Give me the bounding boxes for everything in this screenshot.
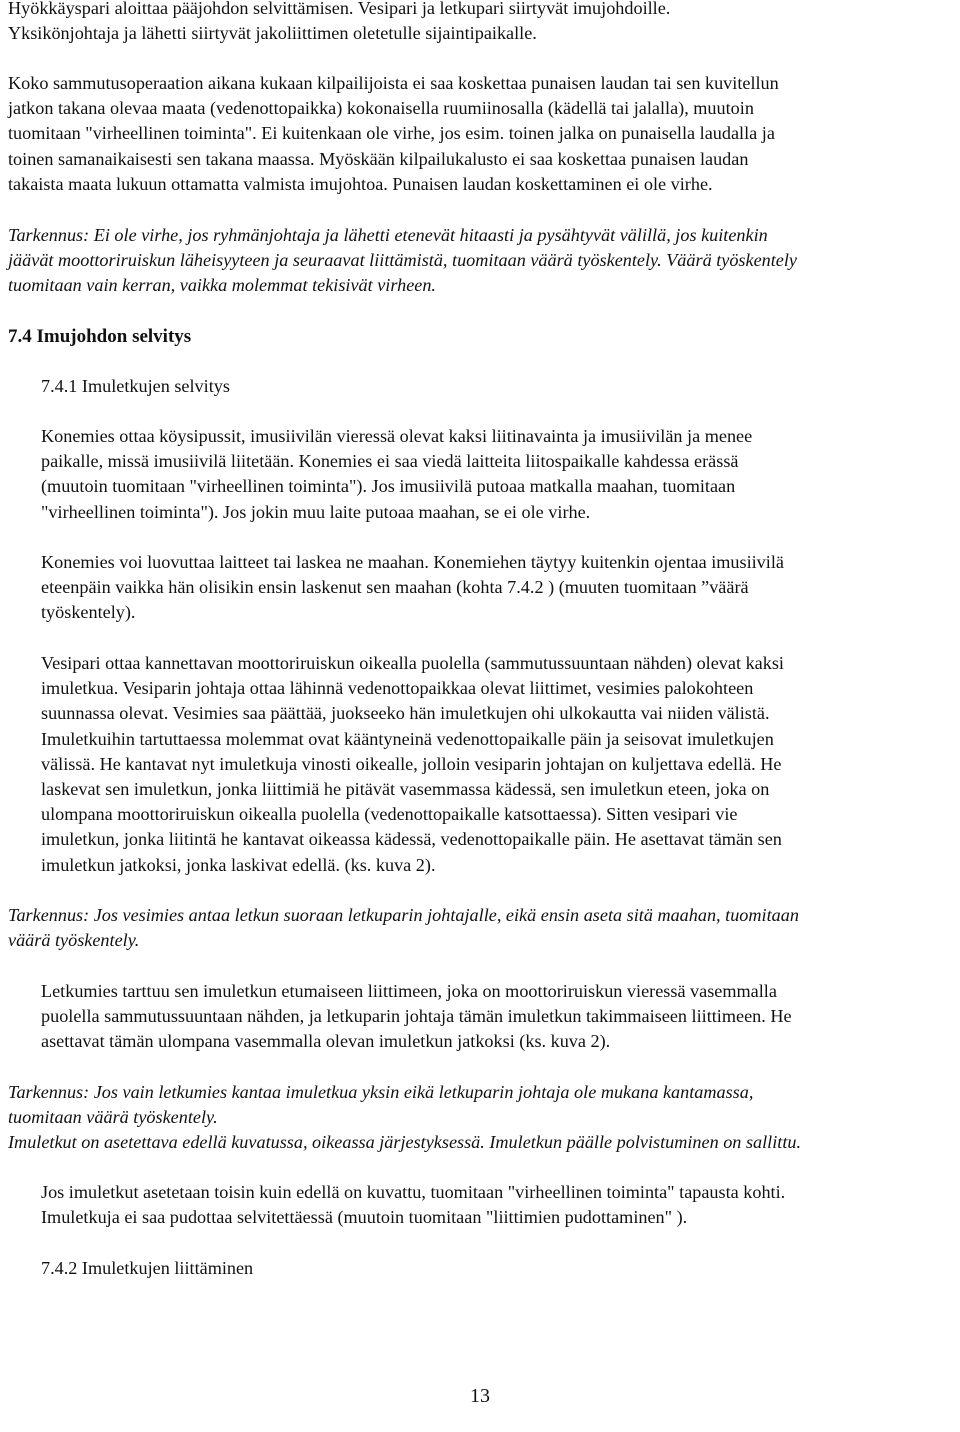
text-line: tuomitaan "virheellinen toiminta". Ei kuitenkaan ole virhe, jos esim. toinen jalka on punaisella laudalla ja xyxy=(8,123,775,144)
text-line: imuletkun, jonka liitintä he kantavat oikeassa kädessä, vedenottopaikalle päin. He asettavat tämän sen xyxy=(41,829,782,850)
section-heading-7-4: 7.4 Imujohdon selvitys xyxy=(8,326,192,347)
text-line: välissä. He kantavat nyt imuletkuja vinosti oikealle, jolloin vesiparin johtajan on kuljettava edellä. He xyxy=(41,753,782,774)
subsection-heading-7-4-2: 7.4.2 Imuletkujen liittäminen xyxy=(41,1258,254,1278)
clarification-3 xyxy=(8,1080,801,1156)
text-line: Imuletkuihin tartuttaessa molemmat ovat kääntyneinä vedenottopaikalle päin ja seisovat imuletkujen xyxy=(41,728,774,749)
paragraph-jos xyxy=(41,1180,785,1230)
text-line: työskentely). xyxy=(41,602,136,623)
text-line: puolella sammutussuuntaan nähden, ja letkuparin johtaja tämän imuletkun takimmaiseen liittimeen. He xyxy=(41,1006,792,1027)
text-line: Yksikönjohtaja ja lähetti siirtyvät jakoliittimen oletetulle sijaintipaikalle. xyxy=(8,23,537,44)
paragraph-koko xyxy=(8,71,779,197)
text-line: suunnassa olevat. Vesimies saa päättää, juokseeko hän imuletkujen ohi ulkokautta vai niiden välistä. xyxy=(41,703,770,724)
text-line: Jos imuletkut asetetaan toisin kuin edellä on kuvattu, tuomitaan "virheellinen toiminta" tapausta kohti. xyxy=(41,1182,786,1202)
clarification-1 xyxy=(8,223,797,299)
text-line: Koko sammutusoperaation aikana kukaan kilpailijoista ei saa koskettaa punaisen laudan tai sen kuvitellun xyxy=(8,73,779,93)
text-line: Konemies ottaa köysipussit, imusiivilän vieressä olevat kaksi liitinavainta ja imusiivilän ja menee xyxy=(41,426,753,446)
text-line: Tarkennus: Jos vesimies antaa letkun suoraan letkuparin johtajalle, eikä ensin aseta sitä maahan, tuomitaan xyxy=(8,905,799,925)
page-number: 13 xyxy=(470,1385,490,1407)
text-line: takaista maata lukuun ottamatta valmista imujohtoa. Punaisen laudan koskettaminen ei ole virhe. xyxy=(8,173,713,194)
paragraph-konemies-2 xyxy=(41,550,784,626)
text-line: Tarkennus: Ei ole virhe, jos ryhmänjohtaja ja lähetti etenevät hitaasti ja pysähtyvät välillä, jos kuitenkin xyxy=(8,225,768,245)
text-line: Imuletkuja ei saa pudottaa selvitettäessä (muutoin tuomitaan "liittimien pudottaminen" ). xyxy=(41,1207,688,1228)
text-line: jatkon takana olevaa maata (vedenottopaikka) kokonaisella ruumiinosalla (kädellä tai jalalla), muutoin xyxy=(8,98,754,119)
text-line: tuomitaan vain kerran, vaikka molemmat tekisivät virheen. xyxy=(8,275,436,296)
text-line: imuletkun jatkoksi, jonka laskivat edellä. (ks. kuva 2). xyxy=(41,854,436,875)
text-line: "virheellinen toiminta"). Jos jokin muu laite putoaa maahan, se ei ole virhe. xyxy=(41,501,591,522)
clarification-2 xyxy=(8,903,799,953)
text-line: ulompana moottoriruiskun oikealla puolella (vedenottopaikalle katsottaessa). Sitten vesipari vie xyxy=(41,804,738,825)
text-line: laskevat sen imuletkun, jonka liittimiä he pitävät vasemmassa kädessä, sen imuletkun eteen, joka on xyxy=(41,778,770,799)
paragraph-vesipari xyxy=(41,651,784,878)
paragraph-top xyxy=(8,0,670,46)
text-line: toinen samanaikaisesti sen takana maassa. Myöskään kilpailukalusto ei saa koskettaa punaisen laudan xyxy=(8,148,749,169)
text-line: jäävät moottoriruiskun läheisyyteen ja seuraavat liittämistä, tuomitaan väärä työskentely. Väärä työskentely xyxy=(8,250,797,271)
text-line: imuletkua. Vesiparin johtaja ottaa lähinnä vedenottopaikkaa olevat liittimet, vesimies palokohteen xyxy=(41,678,754,699)
text-line: Letkumies tarttuu sen imuletkun etumaiseen liittimeen, joka on moottoriruiskun vieressä vasemmalla xyxy=(41,981,777,1001)
text-line: Imuletkut on asetettava edellä kuvatussa, oikeassa järjestyksessä. Imuletkun päälle polvistuminen on sallittu. xyxy=(8,1132,802,1153)
text-line: asettavat tämän ulompana vasemmalla olevan imuletkun jatkoksi (ks. kuva 2). xyxy=(41,1031,611,1052)
text-line: väärä työskentely. xyxy=(8,930,140,951)
text-line: Konemies voi luovuttaa laitteet tai laskea ne maahan. Konemiehen täytyy kuitenkin ojentaa imusiivilä xyxy=(41,552,784,572)
text-line: eteenpäin vaikka hän olisikin ensin laskenut sen maahan (kohta 7.4.2 ) (muuten tuomitaan ”väärä xyxy=(41,577,749,598)
text-line: tuomitaan väärä työskentely. xyxy=(8,1107,218,1128)
text-line: Tarkennus: Jos vain letkumies kantaa imuletkua yksin eikä letkuparin johtaja ole mukana kantamassa, xyxy=(8,1082,754,1102)
text-line: Vesipari ottaa kannettavan moottoriruiskun oikealla puolella (sammutussuuntaan nähden) olevat kaksi xyxy=(41,653,784,673)
text-line: paikalle, missä imusiivilä liitetään. Konemies ei saa viedä laitteita liitospaikalle kahdessa erässä xyxy=(41,451,739,472)
text-line: (muutoin tuomitaan "virheellinen toiminta"). Jos imusiivilä putoaa matkalla maahan, tuomitaan xyxy=(41,476,736,497)
subsection-heading-7-4-1: 7.4.1 Imuletkujen selvitys xyxy=(41,376,230,396)
text-line: Hyökkäyspari aloittaa pääjohdon selvittämisen. Vesipari ja letkupari siirtyvät imujohdoille. xyxy=(8,0,671,18)
paragraph-letkumies xyxy=(41,979,792,1055)
paragraph-konemies-1 xyxy=(41,424,752,525)
